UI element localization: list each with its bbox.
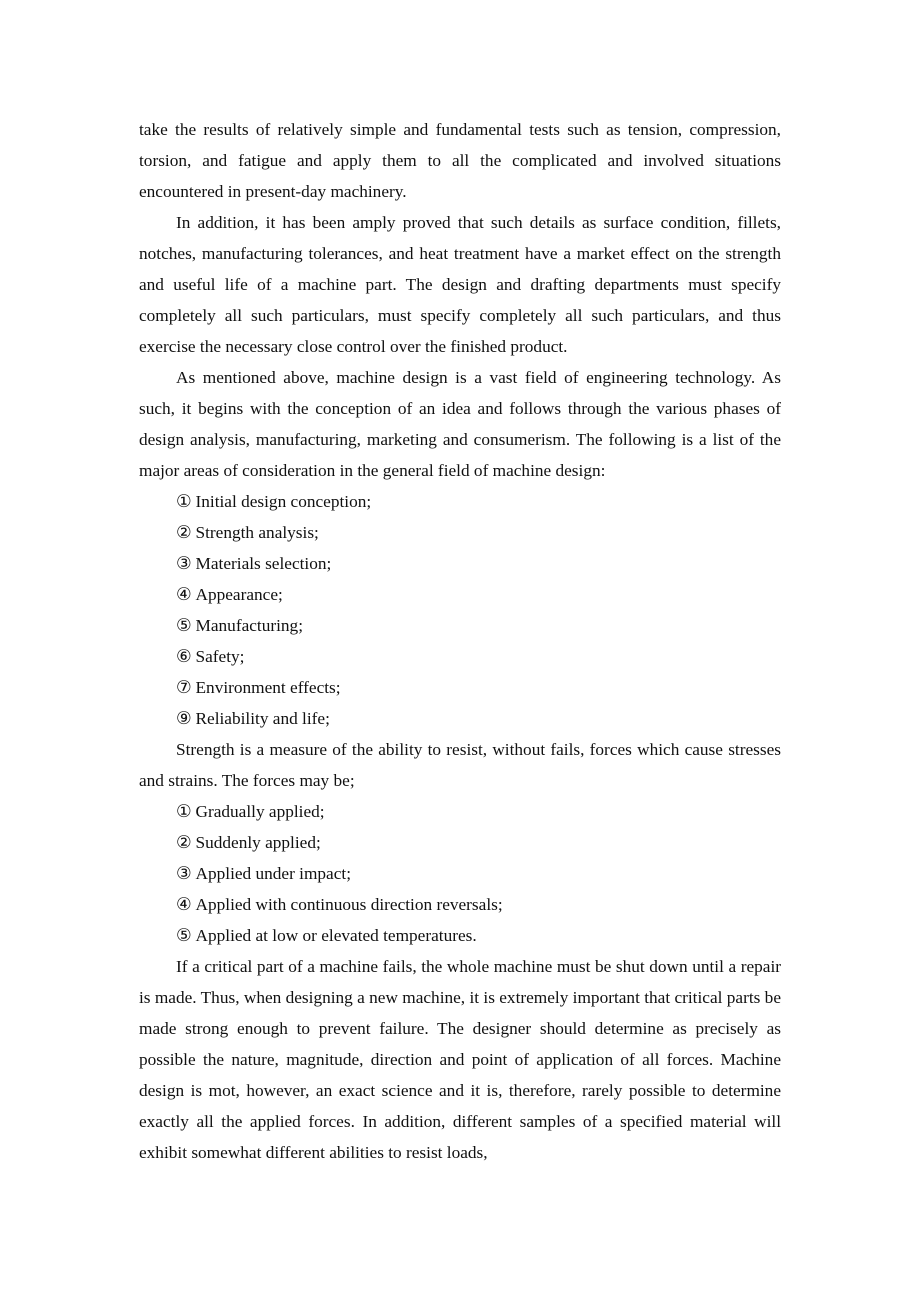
list-item-text: Suddenly applied; (195, 833, 321, 852)
list-marker: ① (176, 802, 192, 821)
paragraph-strength: Strength is a measure of the ability to resist, without fails, forces which cause stresses and strains. The forces may be; (139, 740, 781, 790)
list-item-text: Environment effects; (195, 678, 341, 697)
paragraph-critical-part: If a critical part of a machine fails, the whole machine must be shut down until a repair is made. Thus, when designing a new machine, it is extremely important that critical parts be made strong enough to prevent failure. The designer should determine as precisely as possible the nature, magnitude, direction and point of application of all forces. Machine design is mot, however, an exact science and it is, therefore, rarely possible to determine exactly all the applied forces. In addition, different samples of a specified material will exhibit somewhat different abilities to resist loads, (139, 957, 781, 1162)
list-item (139, 858, 781, 889)
list-item (139, 610, 781, 641)
paragraph-details: In addition, it has been amply proved that such details as surface condition, fillets, notches, manufacturing tolerances, and heat treatment have a market effect on the strength and useful life of a machine part. The design and drafting departments must specify completely all such particulars, must specify completely all such particulars, and thus exercise the necessary close control over the finished product. (139, 213, 781, 356)
design-areas-list (139, 486, 781, 734)
list-item-text: Applied at low or elevated temperatures. (195, 926, 477, 945)
document-page (139, 114, 781, 1168)
list-item-text: Strength analysis; (195, 523, 319, 542)
list-item (139, 486, 781, 517)
list-marker: ⑦ (176, 678, 192, 697)
list-item (139, 703, 781, 734)
list-item-text: Manufacturing; (195, 616, 303, 635)
list-item-text: Materials selection; (195, 554, 332, 573)
list-item-text: Applied under impact; (195, 864, 351, 883)
list-item (139, 920, 781, 951)
list-marker: ② (176, 833, 192, 852)
list-item (139, 517, 781, 548)
paragraph-tests: take the results of relatively simple and fundamental tests such as tension, compression, torsion, and fatigue and apply them to all the complicated and involved situations encountered in present-day machinery. (139, 120, 781, 201)
list-marker: ⑨ (176, 709, 192, 728)
list-item (139, 641, 781, 672)
list-item (139, 579, 781, 610)
list-item-text: Safety; (195, 647, 245, 666)
list-marker: ② (176, 523, 192, 542)
list-marker: ⑤ (176, 926, 192, 945)
list-marker: ① (176, 492, 192, 511)
list-marker: ④ (176, 585, 192, 604)
list-item-text: Applied with continuous direction reversals; (195, 895, 503, 914)
list-marker: ④ (176, 895, 192, 914)
list-item-text: Appearance; (195, 585, 283, 604)
list-item-text: Initial design conception; (195, 492, 372, 511)
list-item (139, 889, 781, 920)
list-item-text: Reliability and life; (195, 709, 330, 728)
list-item-text: Gradually applied; (195, 802, 325, 821)
list-item (139, 548, 781, 579)
list-marker: ③ (176, 864, 192, 883)
list-marker: ⑥ (176, 647, 192, 666)
list-marker: ⑤ (176, 616, 192, 635)
force-types-list (139, 796, 781, 951)
list-marker: ③ (176, 554, 192, 573)
list-item (139, 796, 781, 827)
list-item (139, 672, 781, 703)
list-item (139, 827, 781, 858)
paragraph-machine-design: As mentioned above, machine design is a vast field of engineering technology. As such, it begins with the conception of an idea and follows through the various phases of design analysis, manufacturing, marketing and consumerism. The following is a list of the major areas of consideration in the general field of machine design: (139, 368, 781, 480)
